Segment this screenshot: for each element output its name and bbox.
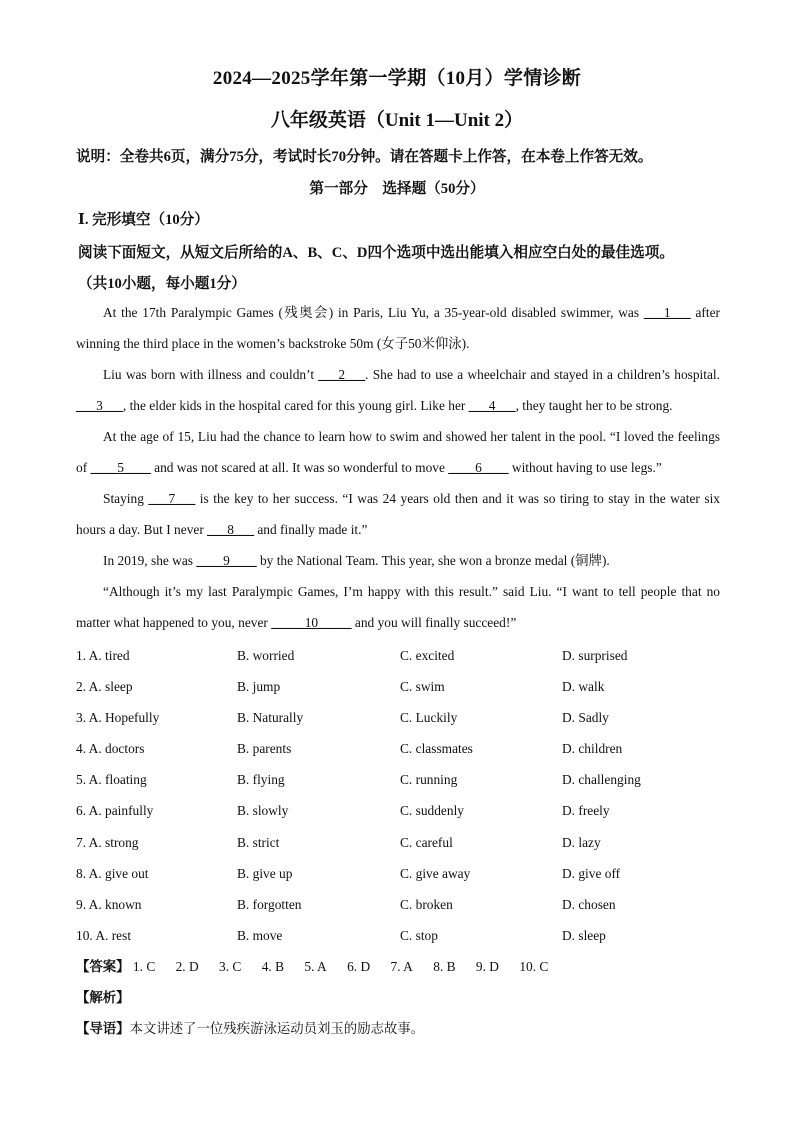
option-b: B. Naturally [237,710,304,726]
passage-text: by the National Team. This year, she won a bronze medal (铜牌). [256,553,610,568]
answer-item: 2. D [175,959,199,974]
answer-item: 10. C [519,959,549,974]
option-a: 5. A. floating [76,772,147,788]
answer-item: 7. A [390,959,413,974]
answer-item: 6. D [347,959,371,974]
part-heading: 第一部分 选择题（50分） [309,181,485,197]
blank-6: ____6____ [448,460,509,475]
option-c: C. broken [400,896,453,912]
option-c: C. give away [400,865,471,881]
instruction-line-1: 阅读下面短文，从短文后所给的A、B、C、D四个选项中选出能填入相应空白处的最佳选项。 [78,245,674,261]
option-b: B. strict [237,834,280,850]
blank-2: ___2___ [318,367,366,382]
passage-text: after winning the third place in the women’s backstroke 50m (女子50米仰泳). [76,305,720,351]
option-d: D. sleep [562,927,606,943]
passage-text: . She had to use a wheelchair and stayed in a children’s hospital. [365,367,720,382]
option-b: B. move [237,927,283,943]
passage-text: In 2019, she was [103,553,197,568]
option-a: 4. A. doctors [76,741,145,757]
question-options [76,858,720,889]
option-d: D. challenging [562,772,641,788]
option-b: B. flying [237,772,285,788]
option-a: 10. A. rest [76,927,132,943]
option-a: 6. A. painfully [76,803,154,819]
passage-text: and you will finally succeed!” [351,615,517,630]
blank-7: ___7___ [148,491,196,506]
answer-label: 【答案】 [76,959,130,974]
option-d: D. lazy [562,834,601,850]
option-c: C. swim [400,679,445,695]
question-options [76,764,720,795]
guide-text [76,1018,424,1037]
guide-body: 本文讲述了一位残疾游泳运动员刘玉的励志故事。 [129,1021,425,1036]
option-b: B. worried [237,648,295,663]
passage-text: At the age of 15, Liu had the chance to learn how to swim and showed her talent in the pool. “I loved the feelings of [76,429,720,475]
exam-title: 2024—2025学年第一学期（10月）学情诊断 [212,68,582,89]
option-b: B. forgotten [237,896,302,912]
passage-paragraph [76,545,720,576]
question-options [76,920,720,951]
option-d: D. surprised [562,648,628,663]
answer-item: 3. C [219,959,242,974]
option-d: D. freely [562,803,610,819]
passage-text: and was not scared at all. It was so wonderful to move [150,460,449,475]
option-b: B. parents [237,741,292,757]
analysis-label: 【解析】 [76,990,130,1005]
question-options [76,827,720,858]
blank-3: ___3___ [76,398,123,413]
question-options [76,702,720,733]
option-d: D. children [562,741,623,757]
answer-item: 1. C [132,959,156,974]
question-options [76,671,720,702]
option-b: B. jump [237,679,281,695]
blank-1: ___1___ [643,305,691,320]
option-c: C. suddenly [400,803,464,819]
passage-text: At the 17th Paralympic Games (残奥会) in Paris, Liu Yu, a 35-year-old disabled swimmer, was [103,305,644,320]
option-a: 9. A. known [76,896,142,912]
cloze-passage [76,297,720,638]
blank-9: ____9____ [196,553,257,568]
question-options [76,733,720,764]
instruction-line-2: （共10小题，每小题1分） [78,276,246,292]
options-list [76,640,720,951]
exam-instructions-note: 说明：全卷共6页，满分75分，考试时长70分钟。请在答题卡上作答，在本卷上作答无效。 [76,149,653,165]
option-a: 7. A. strong [76,834,139,850]
option-d: D. walk [562,679,605,695]
passage-text: and finally made it.” [254,522,368,537]
guide-label: 【导语】 [76,1021,130,1036]
option-b: B. give up [237,865,293,881]
passage-text: Staying [103,491,149,506]
option-b: B. slowly [237,803,289,819]
passage-text: , they taught her to be strong. [515,398,673,413]
question-options [76,795,720,826]
passage-text: without having to use legs.” [508,460,662,475]
passage-paragraph [76,359,720,421]
passage-paragraph [76,297,720,359]
answer-key [76,956,565,975]
question-options [76,640,720,671]
passage-paragraph [76,483,720,545]
passage-paragraph [76,421,720,483]
passage-text: “Although it’s my last Paralympic Games, I’m happy with this result.” said Liu. “I want to tell people that no matter what happened to you, never [76,584,720,630]
section-title: Ⅰ. 完形填空（10分） [78,212,209,228]
exam-subtitle: 八年级英语（Unit 1—Unit 2） [270,110,524,131]
passage-text: Liu was born with illness and couldn’t [103,367,319,382]
option-c: C. excited [400,648,455,663]
option-a: 2. A. sleep [76,679,133,695]
passage-paragraph [76,576,720,638]
answer-item: 8. B [433,959,456,974]
option-a: 1. A. tired [76,648,130,663]
option-c: C. stop [400,927,438,943]
option-d: D. chosen [562,896,616,912]
option-c: C. running [400,772,458,788]
answer-item: 4. B [261,959,285,974]
answer-item: 9. D [475,959,499,974]
answer-item: 5. A [304,959,327,974]
blank-8: ___8___ [207,522,255,537]
option-d: D. give off [562,865,621,881]
option-c: C. Luckily [400,710,458,726]
passage-text: is the key to her success. “I was 24 years old then and it was so tiring to stay in the water six hours a day. But I never [76,491,720,537]
option-c: C. classmates [400,741,473,757]
option-a: 8. A. give out [76,865,149,881]
blank-5: ____5____ [90,460,151,475]
option-a: 3. A. Hopefully [76,710,160,726]
option-c: C. careful [400,834,453,850]
blank-10: _____10_____ [271,615,352,630]
option-d: D. Sadly [562,710,609,726]
question-options [76,889,720,920]
passage-text: , the elder kids in the hospital cared for this young girl. Like her [122,398,469,413]
section-instruction [78,238,738,300]
blank-4: ___4___ [468,398,516,413]
